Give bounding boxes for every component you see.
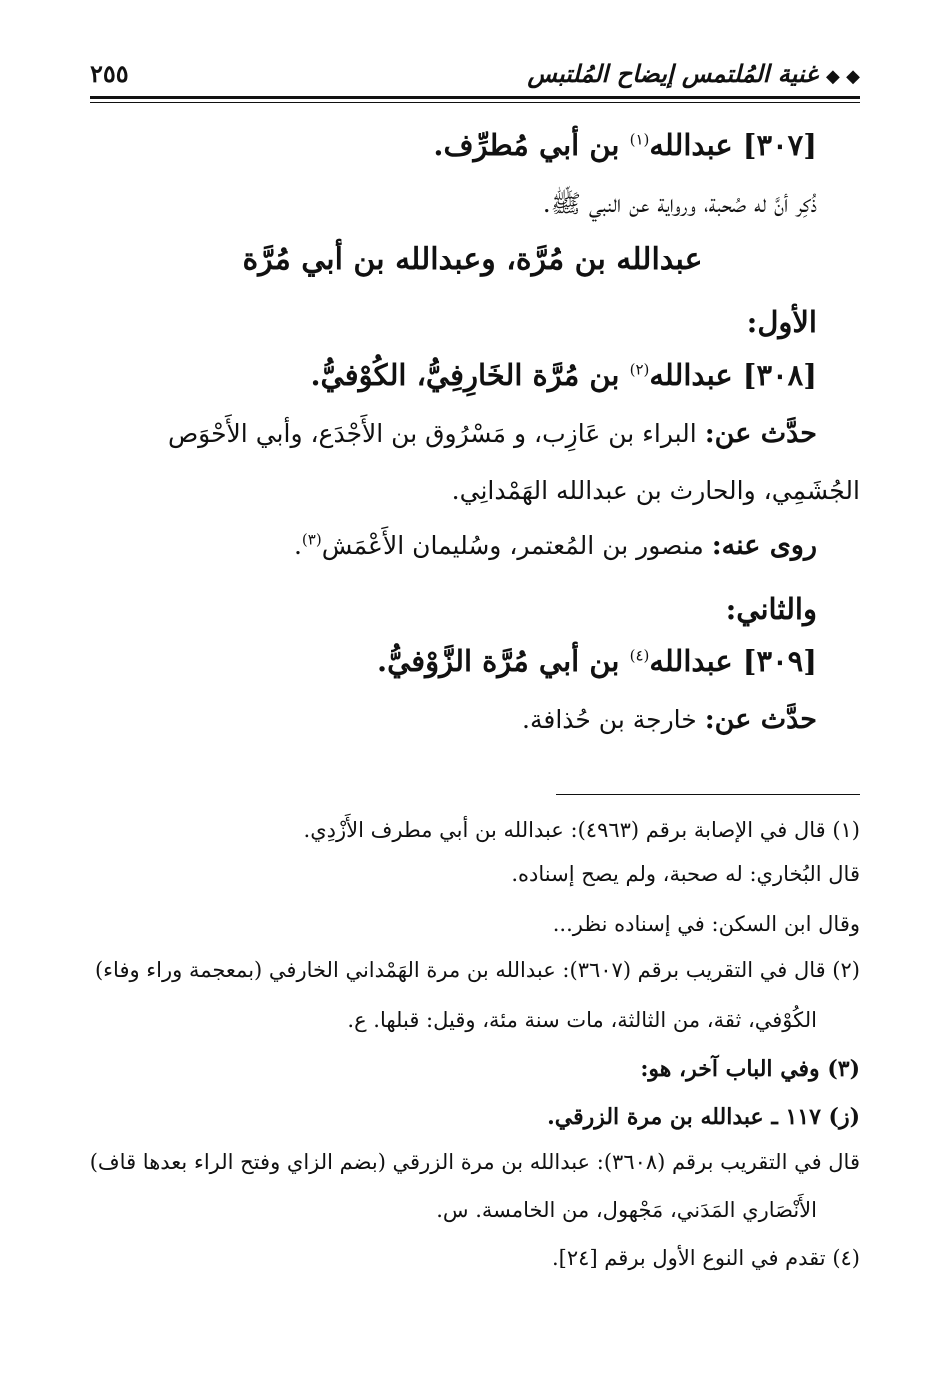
page-header (90, 52, 860, 94)
entry-309-narrated-from (522, 704, 817, 735)
entry-308-narrated-from-cont: الجُشَمِي، والحارث بن عبدالله الهَمْدانِي. (451, 476, 860, 505)
footnote-1: (١) قال في الإصابة برقم (٤٩٦٣): عبدالله بن أبي مطرف الأَزْدِي. (303, 818, 860, 842)
entry-name: عبدالله (649, 128, 733, 162)
footnote-ref: (٤) (629, 646, 650, 665)
period: . (293, 531, 302, 560)
entry-308-title: [٣٠٨] عبدالله$^{(٢)}$ بن مُرَّة الخَارِفِيُّ، الكُوْفيُّ. (310, 358, 817, 392)
page-number: ٢٥٥ (90, 58, 129, 88)
header-rule-thick (90, 96, 860, 99)
entry-number: [٣٠٨ (756, 358, 817, 392)
entry-307-note: ذُكِر أنَّ له صُحبة، ورواية عن النبي ﷺ. (542, 189, 817, 218)
ornament-diamonds: ◆ ◆ (826, 65, 860, 87)
entry-name-rest: بن أبي مُرَّة الزَّوْفيُّ. (376, 644, 620, 678)
footnote-separator (556, 794, 860, 795)
narrated-by-label: روى عنه: (711, 530, 817, 561)
entry-name: عبدالله (649, 358, 733, 392)
entry-307-title: [٣٠٧] عبدالله$^{(١)}$ بن أبي مُطرِّف. (433, 128, 817, 162)
entry-number: [٣٠٧ (756, 128, 817, 162)
entry-308-narrated-from (90, 418, 817, 449)
running-title (527, 59, 860, 88)
footnote-3-line-4: الأَنْصَاري المَدَني، مَجْهول، من الخامسة. س. (436, 1198, 817, 1222)
footnote-2: (٢) قال في التقريب برقم (٣٦٠٧): عبدالله بن مرة الهَمْداني الخارفي (بمعجمة وراء وفاء) (94, 958, 860, 982)
entry-308-narrators (294, 530, 817, 561)
entry-name: عبدالله (649, 644, 733, 678)
footnote-ref: (٣) (301, 530, 322, 549)
footnote-4: (٤) تقدم في النوع الأول برقم [٢٤]. (552, 1246, 860, 1270)
narrated-from-label: حدَّث عن: (704, 704, 817, 735)
entry-name-rest: بن أبي مُطرِّف. (433, 128, 620, 162)
narrated-from-text: خارجة بن حُذافة. (522, 705, 697, 734)
second-label: والثاني: (725, 592, 817, 626)
narrated-by-text: منصور بن المُعتمر، وسُليمان الأَعْمَش (321, 531, 704, 560)
section-heading: عبدالله بن مُرَّة، وعبدالله بن أبي مُرَّة (242, 242, 703, 277)
book-title-text: غنية المُلتمس إيضاح المُلتبس (527, 58, 818, 88)
footnote-ref: (١) (629, 130, 650, 149)
narrated-from-label: حدَّث عن: (704, 418, 817, 449)
header-rule-thin (90, 102, 860, 103)
entry-number: [٣٠٩ (756, 644, 817, 678)
footnote-1-line-2: قال البُخاري: له صحبة، ولم يصح إسناده. (511, 862, 860, 886)
narrated-from-text: البراء بن عَازِب، و مَسْرُوق بن الأَجْدَع، وأبي الأَحْوَص (167, 419, 697, 448)
footnote-3-line-3: قال في التقريب برقم (٣٦٠٨): عبدالله بن مرة الزرقي (بضم الزاي وفتح الراء بعدها قاف) (89, 1150, 860, 1174)
footnote-ref: (٢) (629, 360, 650, 379)
footnote-3: (٣) وفي الباب آخر، هو: (640, 1056, 860, 1082)
footnote-2-line-2: الكُوْفي، ثقة، من الثالثة، مات سنة مئة، وقيل: قبلها. ع. (347, 1008, 817, 1032)
first-label: الأول: (746, 305, 817, 339)
entry-name-rest: بن مُرَّة الخَارِفِيُّ، الكُوْفيُّ. (310, 358, 620, 392)
entry-309-title: [٣٠٩] عبدالله$^{(٤)}$ بن أبي مُرَّة الزَّوْفيُّ. (376, 644, 817, 678)
footnote-3-line-2: (ز) ١١٧ ـ عبدالله بن مرة الزرقي. (547, 1104, 860, 1130)
footnote-1-line-3: وقال ابن السكن: في إسناده نظر... (552, 912, 860, 936)
